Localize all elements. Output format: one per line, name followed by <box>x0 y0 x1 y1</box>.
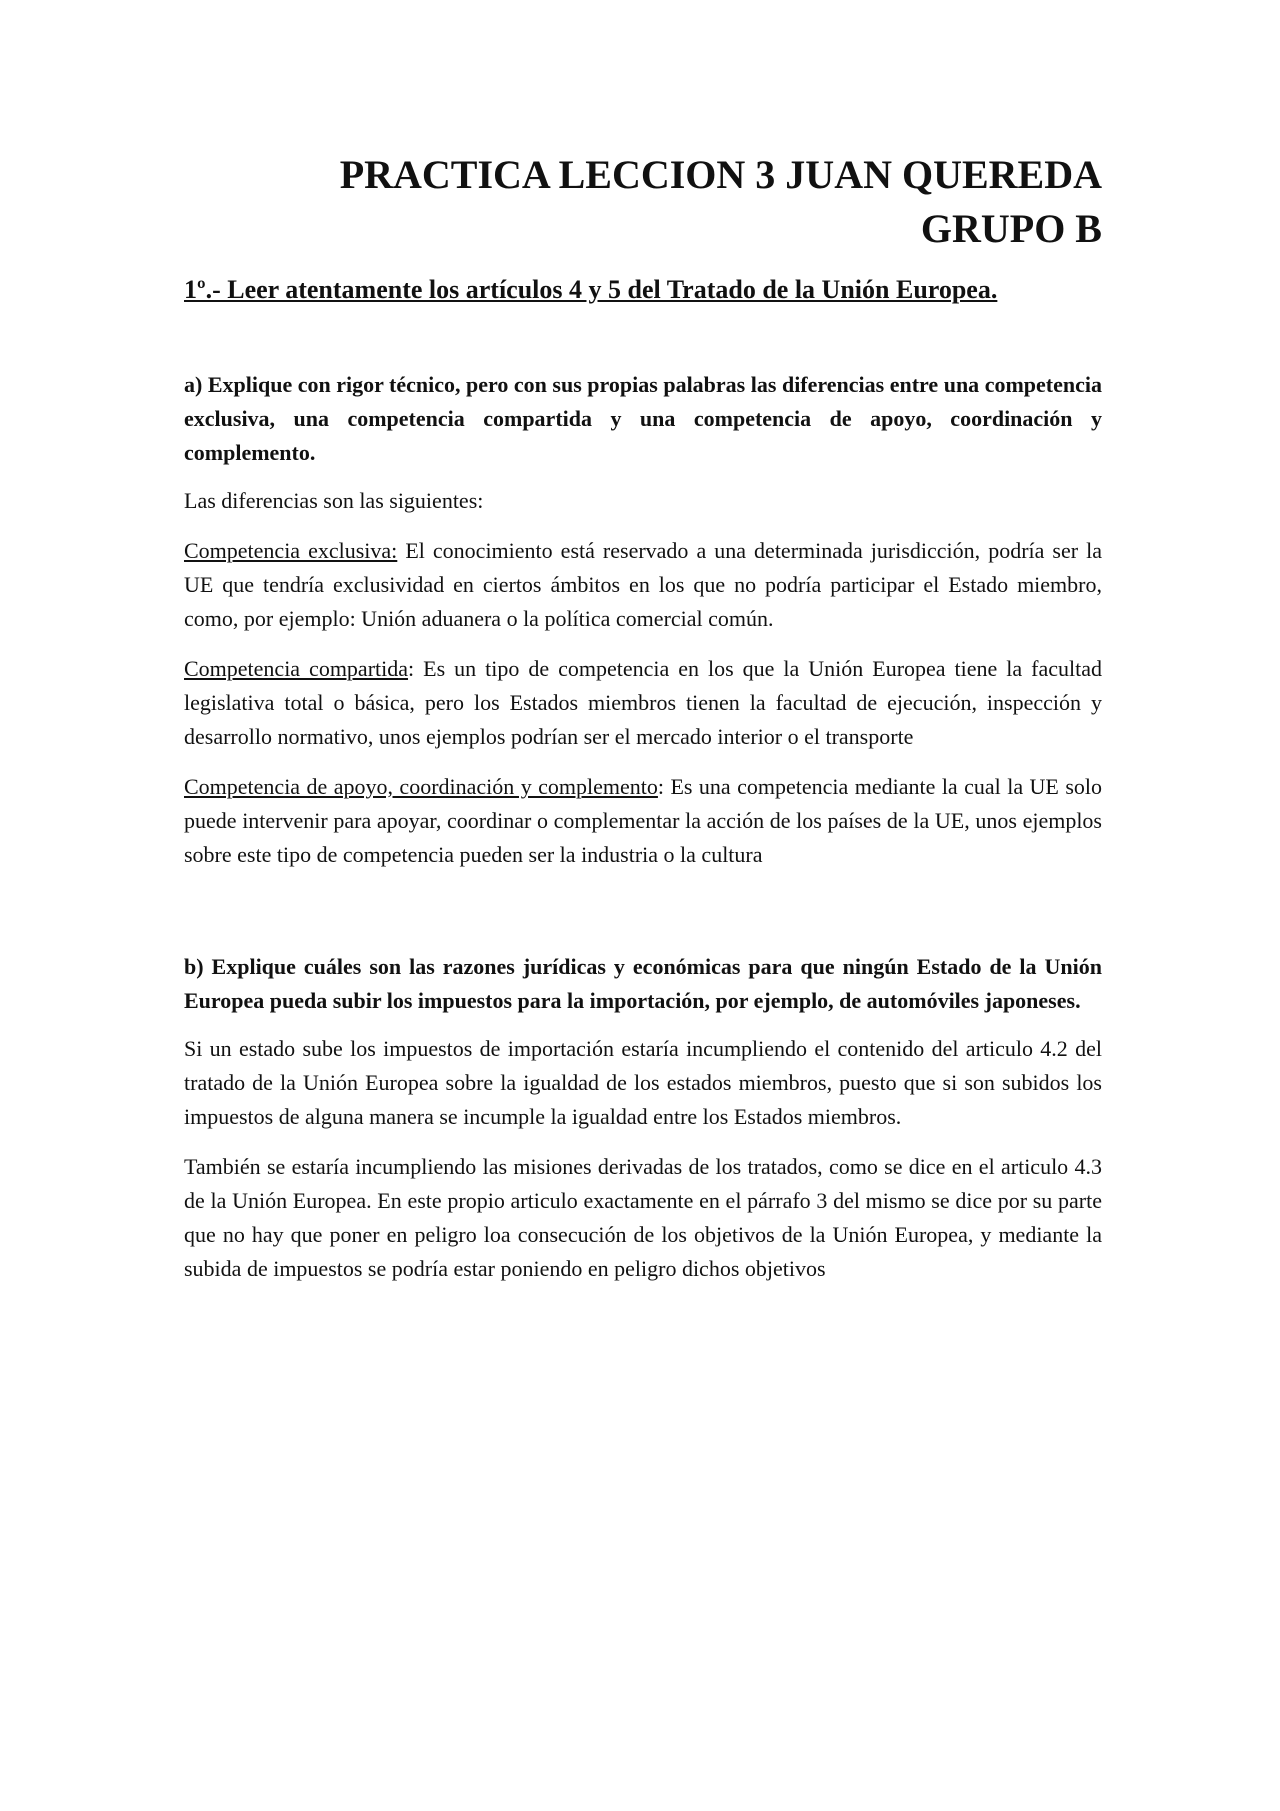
title-line-2: GRUPO B <box>920 206 1102 251</box>
answer-b-paragraph-2: También se estaría incumpliendo las misiones derivadas de los tratados, como se dice en el articulo 4.3 de la Unión Europea. En este propio articulo exactamente en el párrafo 3 del mismo se dice por su parte que no hay que poner en peligro loa consecución de los objetivos de la Unión Europea, y mediante la subida de impuestos se podría estar poniendo en peligro dichos objetivos <box>184 1154 1102 1281</box>
document-page <box>184 148 1102 1302</box>
definition-term: Competencia compartida <box>184 656 409 681</box>
answer-b-paragraph-1: Si un estado sube los impuestos de importación estaría incumpliendo el contenido del articulo 4.2 del tratado de la Unión Europea sobre la igualdad de los estados miembros, puesto que si son subidos los impuestos de alguna manera se incumple la igualdad entre los Estados miembros. <box>184 1036 1102 1129</box>
question-a-intro: Las diferencias son las siguientes: <box>184 488 484 513</box>
document-title <box>184 148 1102 256</box>
section-heading: 1º.- Leer atentamente los artículos 4 y 5 del Tratado de la Unión Europea. <box>184 275 998 304</box>
definition-term: Competencia exclusiva: <box>184 538 398 563</box>
definition-exclusive <box>184 534 1102 636</box>
question-b-prompt: b) Explique cuáles son las razones jurídicas y económicas para que ningún Estado de la Unión Europea pueda subir los impuestos para la importación, por ejemplo, de automóviles japoneses. <box>184 954 1102 1013</box>
definition-shared <box>184 652 1102 754</box>
question-a-prompt: a) Explique con rigor técnico, pero con sus propias palabras las diferencias entre una competencia exclusiva, una competencia compartida y una competencia de apoyo, coordinación y complemento. <box>184 372 1102 465</box>
definition-text: : Es una competencia mediante la cual la UE solo puede intervenir para apoyar, coordinar o complementar la acción de los países de la UE, unos ejemplos sobre este tipo de competencia pueden ser la industria o la cultura <box>184 774 1102 867</box>
definition-text: El conocimiento está reservado a una determinada jurisdicción, podría ser la UE que tendría exclusividad en ciertos ámbitos en los que no podría participar el Estado miembro, como, por ejemplo: Unión aduanera o la política comercial común. <box>184 538 1102 631</box>
definition-term: Competencia de apoyo, coordinación y complemento <box>184 774 658 799</box>
definition-support <box>184 770 1102 872</box>
spacer <box>184 310 1102 368</box>
spacer <box>184 888 1102 950</box>
title-line-1: PRACTICA LECCION 3 JUAN QUEREDA <box>339 152 1102 197</box>
definition-text: : Es un tipo de competencia en los que la Unión Europea tiene la facultad legislativa total o básica, pero los Estados miembros tienen la facultad de ejecución, inspección y desarrollo normativo, unos ejemplos podrían ser el mercado interior o el transporte <box>184 656 1102 749</box>
